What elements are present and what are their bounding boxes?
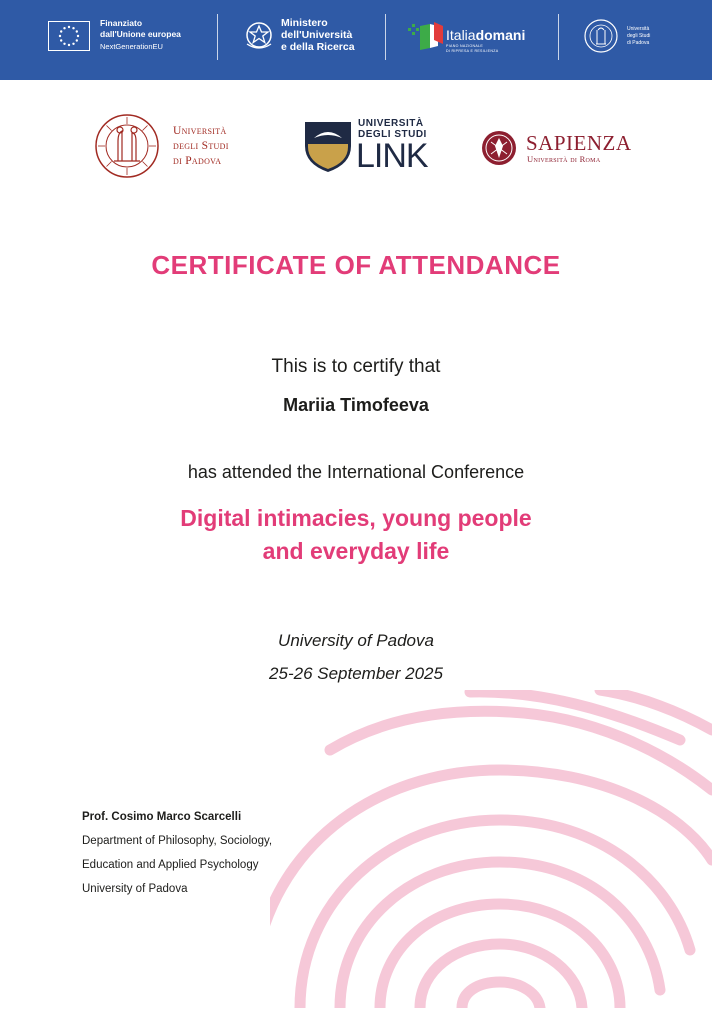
conference-location: University of Padova [278, 631, 434, 650]
padova-line2: degli Studi [173, 140, 229, 152]
italiadomani-subtitle-line1: PIANO NAZIONALE [446, 44, 484, 48]
signatory-university: University of Padova [82, 883, 188, 895]
italiadomani-flag-icon [408, 20, 444, 59]
banner-divider [385, 14, 386, 60]
eu-funding-line2: dall'Unione europea [100, 29, 181, 39]
signatory-department-line1: Department of Philosophy, Sociology, [82, 835, 273, 847]
banner-divider [217, 14, 218, 60]
italiadomani-subtitle-line2: DI RIPRESA E RESILIENZA [446, 49, 499, 53]
padova-seal-small-icon [583, 18, 619, 59]
link-line1: UNIVERSITÀ [358, 118, 424, 129]
italiadomani-subtitle [446, 44, 498, 54]
ministry-line1: Ministero [281, 17, 328, 29]
sapienza-line2: Università di Roma [527, 154, 601, 164]
padova-seal-icon [94, 113, 160, 184]
eu-funding-line1: Finanziato [100, 18, 143, 28]
sapienza-line1: SAPIENZA [526, 131, 632, 155]
signatory-name: Prof. Cosimo Marco Scarcelli [82, 811, 242, 823]
link-line3: LINK [356, 137, 428, 175]
padova-line3: di Padova [173, 155, 222, 167]
link-line2: DEGLI STUDI [358, 129, 427, 140]
eu-funding-line3: NextGenerationEU [100, 42, 163, 51]
padova-wordmark [173, 124, 229, 169]
italiadomani-name [446, 27, 525, 43]
padova-small-line1: Università [627, 26, 650, 32]
conference-title-line2: and everyday life [262, 538, 450, 564]
recipient-name: Mariia Timofeeva [283, 395, 429, 415]
certify-text: This is to certify that [271, 356, 441, 377]
italiadomani-name-a: Italia [446, 27, 476, 43]
conference-title [0, 502, 712, 568]
conference-dates: 25-26 September 2025 [269, 664, 443, 683]
fingerprint-decoration-icon [270, 690, 712, 1013]
padova-line1: Università [173, 125, 227, 137]
eu-flag-icon [48, 21, 90, 51]
ministry-line2: dell'Università [281, 29, 353, 41]
certificate-title: CERTIFICATE OF ATTENDANCE [151, 250, 561, 280]
funding-banner [0, 0, 712, 80]
padova-small-line2: degli Studi [627, 33, 651, 39]
signatory-department-line2: Education and Applied Psychology [82, 859, 259, 871]
attended-text: has attended the International Conference [187, 462, 525, 482]
conference-title-line1: Digital intimacies, young people [180, 505, 532, 531]
ministry-line3: e della Ricerca [281, 41, 355, 53]
italian-republic-emblem-icon [243, 18, 275, 57]
italiadomani-name-b: domani [475, 27, 526, 43]
link-shield-icon [302, 118, 354, 179]
padova-small-line3: di Padova [627, 40, 650, 46]
sapienza-seal-icon [480, 127, 518, 174]
banner-divider [558, 14, 559, 60]
